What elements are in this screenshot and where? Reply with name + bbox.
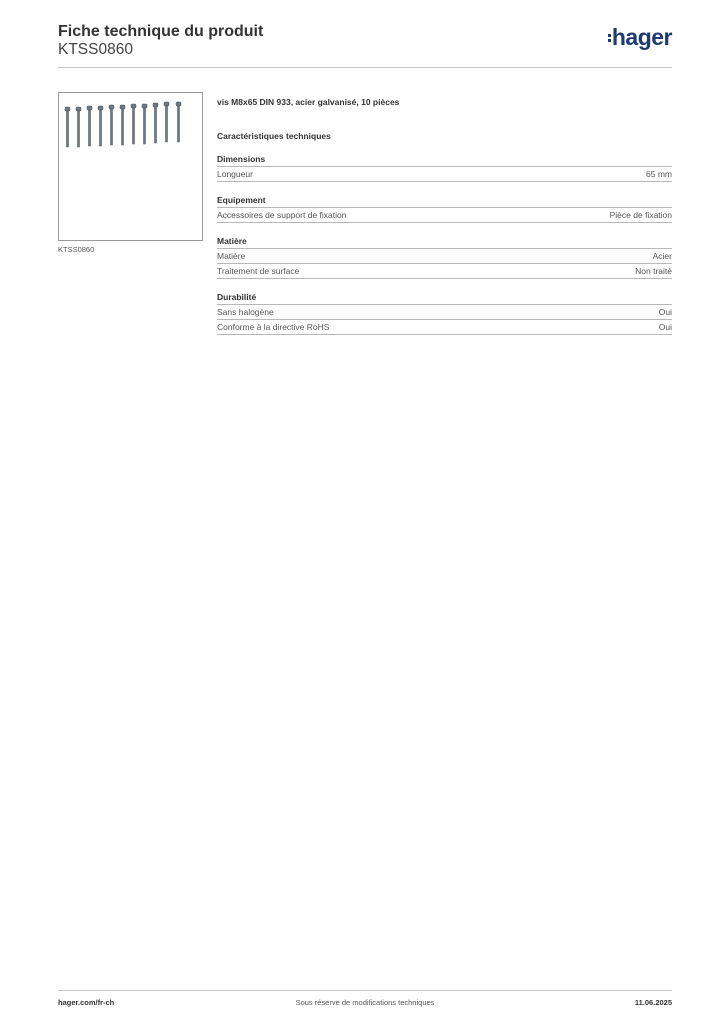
spec-group-title: Dimensions	[217, 154, 672, 167]
product-description: vis M8x65 DIN 933, acier galvanisé, 10 pièces	[217, 97, 400, 107]
spec-row	[217, 264, 672, 279]
image-caption: KTSS0860	[58, 245, 95, 254]
spec-label: Accessoires de support de fixation	[217, 210, 347, 220]
spec-row	[217, 208, 672, 223]
product-code: KTSS0860	[58, 41, 133, 58]
spec-value: Pièce de fixation	[609, 210, 672, 220]
spec-value: Non traité	[635, 266, 672, 276]
spec-group-dimensions	[217, 154, 672, 182]
footer-note: Sous réserve de modifications techniques	[295, 998, 435, 1007]
spec-label: Sans halogène	[217, 307, 274, 317]
spec-value: Oui	[658, 322, 672, 332]
specs-heading: Caractéristiques techniques	[217, 131, 331, 141]
spec-value: Oui	[658, 307, 672, 317]
footer-website-link[interactable]: hager.com/fr-ch	[58, 998, 115, 1007]
header-divider	[58, 67, 672, 68]
spec-row	[217, 305, 672, 320]
spec-group-title: Equipement	[217, 195, 672, 208]
page-title: Fiche technique du produit	[58, 23, 264, 40]
spec-group-matiere	[217, 236, 672, 279]
spec-row	[217, 167, 672, 182]
spec-group-title: Durabilité	[217, 292, 672, 305]
spec-value: Acier	[652, 251, 672, 261]
spec-value: 65 mm	[646, 169, 672, 179]
footer-divider	[58, 990, 672, 991]
logo-text: hager	[611, 24, 672, 50]
spec-row	[217, 320, 672, 335]
screws-product-photo-icon	[59, 93, 202, 240]
spec-group-equipement	[217, 195, 672, 223]
spec-row	[217, 249, 672, 264]
hager-logo	[608, 24, 672, 51]
product-image	[58, 92, 203, 241]
footer-date: 11.06.2025	[634, 998, 672, 1007]
product-content	[217, 97, 672, 335]
page-header	[58, 22, 672, 59]
spec-label: Longueur	[217, 169, 253, 179]
spec-label: Traitement de surface	[217, 266, 300, 276]
spec-group-title: Matière	[217, 236, 672, 249]
spec-label: Conforme à la directive RoHS	[217, 322, 330, 332]
logo-dots-icon	[608, 33, 611, 43]
spec-label: Matière	[217, 251, 246, 261]
spec-group-durabilite	[217, 292, 672, 335]
